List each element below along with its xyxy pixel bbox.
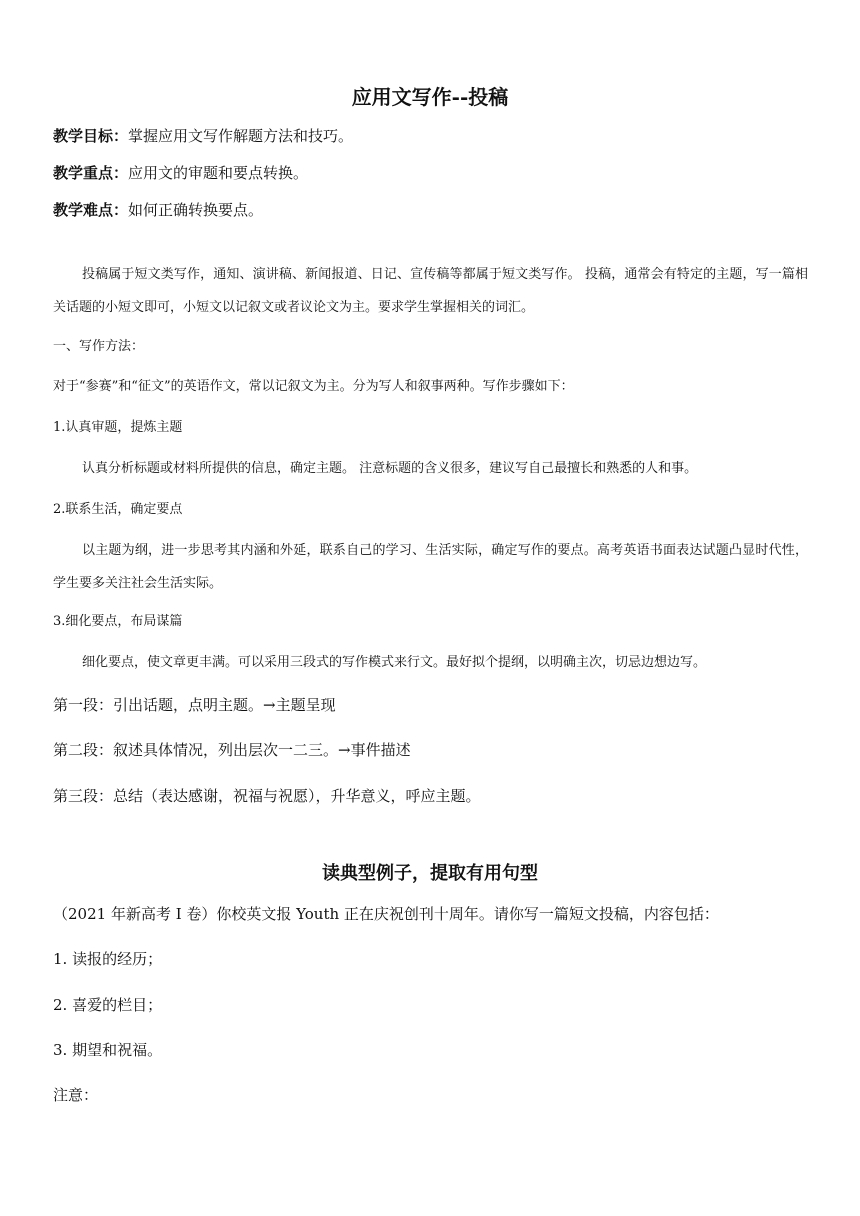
structure-paragraph-3: 第三段：总结（表达感谢，祝福与祝愿），升华意义，呼应主题。 <box>53 787 481 805</box>
section-title: 读典型例子，提取有用句型 <box>322 863 538 884</box>
structure-paragraph-2: 第二段：叙述具体情况，列出层次一二三。→事件描述 <box>53 741 411 759</box>
document-title: 应用文写作--投稿 <box>351 85 509 109</box>
method-intro: 对于“参赛”和“征文”的英语作文，常以记叙文为主。分为写人和叙事两种。写作步骤如下： <box>53 379 574 394</box>
example-item: 3. 期望和祝福。 <box>53 1041 163 1059</box>
teaching-objective-text: 掌握应用文写作解题方法和技巧。 <box>128 127 354 145</box>
step-body: 以主题为纲，进一步思考其内涵和外延，联系自己的学习、生活实际，确定写作的要点。高考英语书面表达试题凸显时代性，学生要多关注社会生活实际。 <box>53 543 808 591</box>
step-body: 认真分析标题或材料所提供的信息，确定主题。 注意标题的含义很多，建议写自己最擅长和熟悉的人和事。 <box>82 461 698 476</box>
step-body: 细化要点，使文章更丰满。可以采用三段式的写作模式来行文。最好拟个提纲，以明确主次，切忌边想边写。 <box>82 655 707 670</box>
step-heading: 1.认真审题，提炼主题 <box>53 420 183 435</box>
step-heading: 2.联系生活，确定要点 <box>53 502 183 517</box>
teaching-focus-text: 应用文的审题和要点转换。 <box>128 164 309 182</box>
note-label: 注意： <box>53 1086 99 1104</box>
teaching-focus <box>53 162 308 184</box>
step-heading: 3.细化要点，布局谋篇 <box>53 614 183 629</box>
teaching-difficulty <box>53 199 263 221</box>
teaching-difficulty-label: 教学难点： <box>53 201 129 219</box>
example-prompt: （2021 年新高考 I 卷）你校英文报 Youth 正在庆祝创刊十周年。请你写一篇短文投稿，内容包括： <box>53 905 719 923</box>
teaching-objective-label: 教学目标： <box>53 127 129 145</box>
intro-paragraph: 投稿属于短文类写作，通知、演讲稿、新闻报道、日记、宣传稿等都属于短文类写作。 投稿，通常会有特定的主题，写一篇相关话题的小短文即可，小短文以记叙文或者议论文为主。要求学生掌握相关的词汇。 <box>53 267 808 315</box>
method-heading: 一、写作方法： <box>53 339 145 354</box>
teaching-difficulty-text: 如何正确转换要点。 <box>128 201 264 219</box>
teaching-objective <box>53 125 353 147</box>
example-item: 2. 喜爱的栏目； <box>53 996 163 1014</box>
example-item: 1. 读报的经历； <box>53 950 163 968</box>
structure-paragraph-1: 第一段：引出话题，点明主题。→主题呈现 <box>53 696 336 714</box>
teaching-focus-label: 教学重点： <box>53 164 129 182</box>
